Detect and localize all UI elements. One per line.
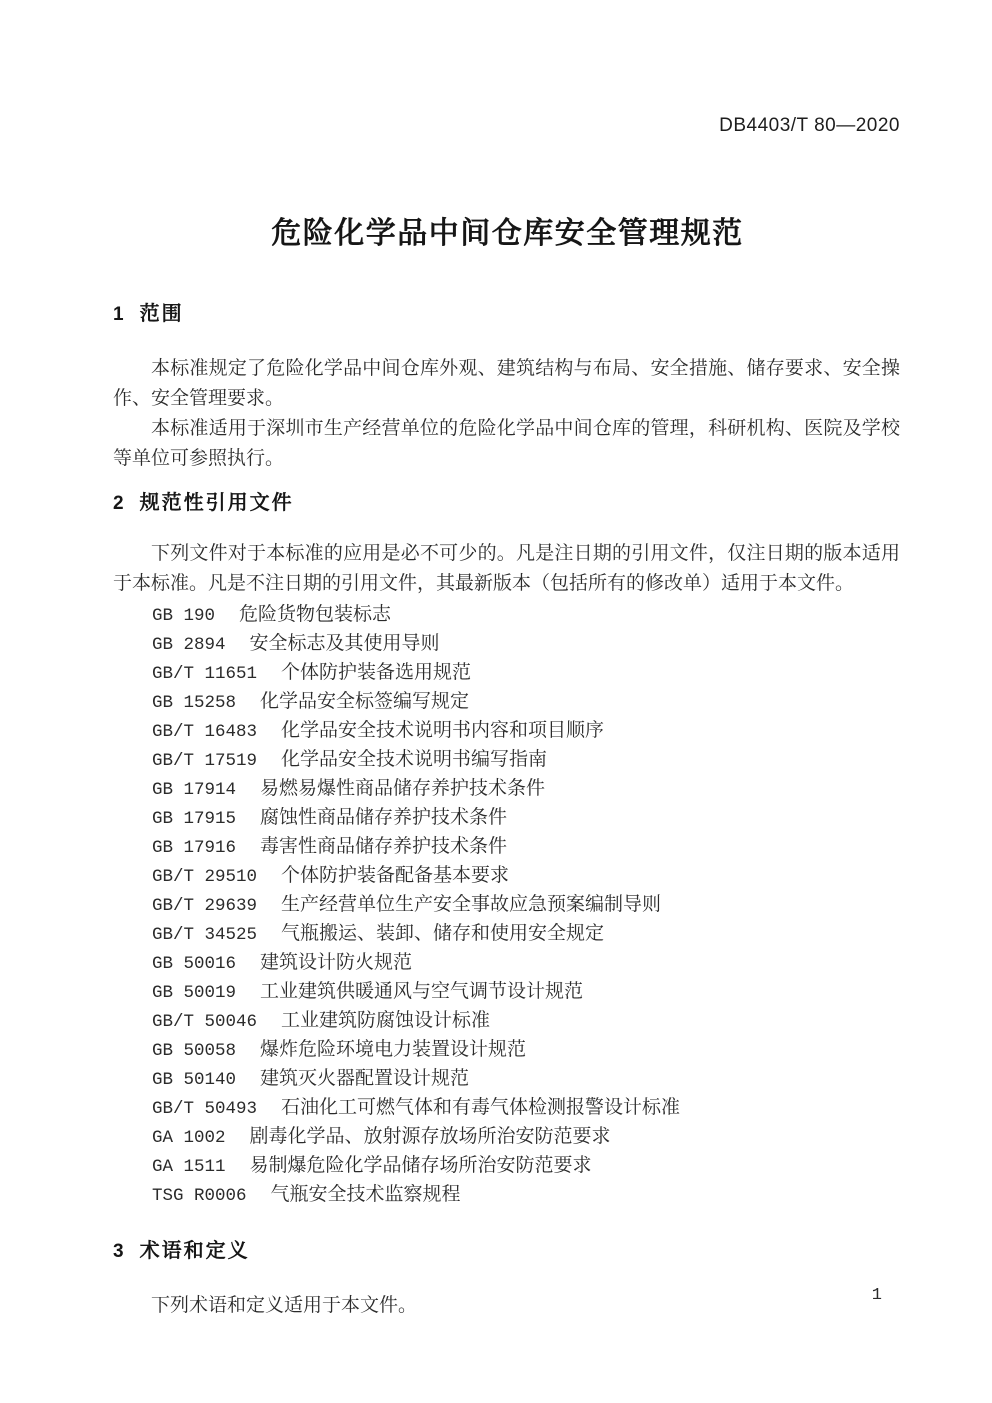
reference-item — [152, 1065, 900, 1094]
reference-title: 个体防护装备选用规范 — [281, 662, 472, 683]
reference-title: 个体防护装备配备基本要求 — [281, 865, 510, 886]
reference-item — [152, 601, 900, 630]
reference-code: GB/T 29510 — [152, 867, 258, 887]
reference-code: GB 190 — [152, 606, 216, 626]
reference-title: 工业建筑防腐蚀设计标准 — [281, 1010, 491, 1031]
reference-item — [152, 659, 900, 688]
reference-code: GA 1002 — [152, 1128, 226, 1148]
scope-paragraph-1: 本标准规定了危险化学品中间仓库外观、建筑结构与布局、安全措施、储存要求、安全操作、安全管理要求。 — [113, 358, 900, 409]
reference-item — [152, 920, 900, 949]
section-1-heading — [113, 301, 900, 328]
document-header — [0, 0, 900, 139]
reference-code: GB 50016 — [152, 954, 237, 974]
reference-code: GB/T 34525 — [152, 925, 258, 945]
reference-item — [152, 630, 900, 659]
references-list — [113, 601, 900, 1210]
section-2-number: 2 — [113, 493, 124, 514]
reference-item — [152, 746, 900, 775]
reference-title: 气瓶安全技术监察规程 — [270, 1184, 461, 1205]
reference-item — [152, 775, 900, 804]
reference-item — [152, 833, 900, 862]
section-1-number: 1 — [113, 304, 124, 325]
reference-item — [152, 1094, 900, 1123]
reference-title: 石油化工可燃气体和有毒气体检测报警设计标准 — [281, 1097, 681, 1118]
reference-title: 建筑设计防火规范 — [260, 952, 413, 973]
reference-item — [152, 1152, 900, 1181]
reference-code: GB 2894 — [152, 635, 226, 655]
reference-title: 化学品安全技术说明书内容和项目顺序 — [281, 720, 605, 741]
reference-title: 工业建筑供暖通风与空气调节设计规范 — [260, 981, 584, 1002]
reference-code: GB/T 11651 — [152, 664, 258, 684]
reference-code: GB 50058 — [152, 1041, 237, 1061]
reference-code: GB 17916 — [152, 838, 237, 858]
reference-item — [152, 717, 900, 746]
section-2-heading — [113, 490, 900, 517]
reference-code: GB 17915 — [152, 809, 237, 829]
reference-item — [152, 1007, 900, 1036]
reference-title: 腐蚀性商品储存养护技术条件 — [260, 807, 508, 828]
reference-code: GA 1511 — [152, 1157, 226, 1177]
section-3-number: 3 — [113, 1241, 124, 1262]
reference-code: GB 50140 — [152, 1070, 237, 1090]
reference-item — [152, 862, 900, 891]
reference-item — [152, 1181, 900, 1210]
scope-paragraph-2: 本标准适用于深圳市生产经营单位的危险化学品中间仓库的管理，科研机构、医院及学校等单位可参照执行。 — [113, 418, 900, 469]
reference-title: 气瓶搬运、装卸、储存和使用安全规定 — [281, 923, 605, 944]
references-intro-paragraph: 下列文件对于本标准的应用是必不可少的。凡是注日期的引用文件，仅注日期的版本适用于本标准。凡是不注日期的引用文件，其最新版本（包括所有的修改单）适用于本文件。 — [113, 543, 900, 594]
reference-title: 危险货物包装标志 — [239, 604, 392, 625]
reference-title: 生产经营单位生产安全事故应急预案编制导则 — [281, 894, 662, 915]
terms-paragraph-1: 下列术语和定义适用于本文件。 — [151, 1295, 418, 1316]
reference-title: 毒害性商品储存养护技术条件 — [260, 836, 508, 857]
document-title: 危险化学品中间仓库安全管理规范 — [271, 217, 744, 250]
section-3-heading — [113, 1238, 900, 1265]
reference-code: GB/T 50493 — [152, 1099, 258, 1119]
reference-code: GB/T 17519 — [152, 751, 258, 771]
reference-item — [152, 804, 900, 833]
reference-item — [152, 688, 900, 717]
reference-item — [152, 978, 900, 1007]
document-body — [113, 301, 900, 1321]
reference-item — [152, 1123, 900, 1152]
section-2-title: 规范性引用文件 — [139, 492, 294, 514]
reference-title: 易制爆危险化学品储存场所治安防范要求 — [249, 1155, 592, 1176]
reference-title: 安全标志及其使用导则 — [249, 633, 440, 654]
reference-item — [152, 891, 900, 920]
reference-code: GB 17914 — [152, 780, 237, 800]
section-1-title: 范围 — [139, 303, 184, 325]
reference-code: GB/T 50046 — [152, 1012, 258, 1032]
doc-number: DB4403/T 80—2020 — [719, 115, 900, 136]
reference-code: GB 15258 — [152, 693, 237, 713]
reference-code: GB 50019 — [152, 983, 237, 1003]
reference-title: 化学品安全技术说明书编写指南 — [281, 749, 548, 770]
reference-item — [152, 949, 900, 978]
reference-title: 易燃易爆性商品储存养护技术条件 — [260, 778, 546, 799]
reference-title: 建筑灭火器配置设计规范 — [260, 1068, 470, 1089]
reference-code: TSG R0006 — [152, 1186, 247, 1206]
reference-code: GB/T 29639 — [152, 896, 258, 916]
reference-item — [152, 1036, 900, 1065]
section-3-title: 术语和定义 — [139, 1240, 250, 1262]
reference-title: 化学品安全标签编写规定 — [260, 691, 470, 712]
reference-title: 剧毒化学品、放射源存放场所治安防范要求 — [249, 1126, 611, 1147]
page-number: 1 — [871, 1286, 882, 1305]
reference-title: 爆炸危险环境电力装置设计规范 — [260, 1039, 527, 1060]
reference-code: GB/T 16483 — [152, 722, 258, 742]
